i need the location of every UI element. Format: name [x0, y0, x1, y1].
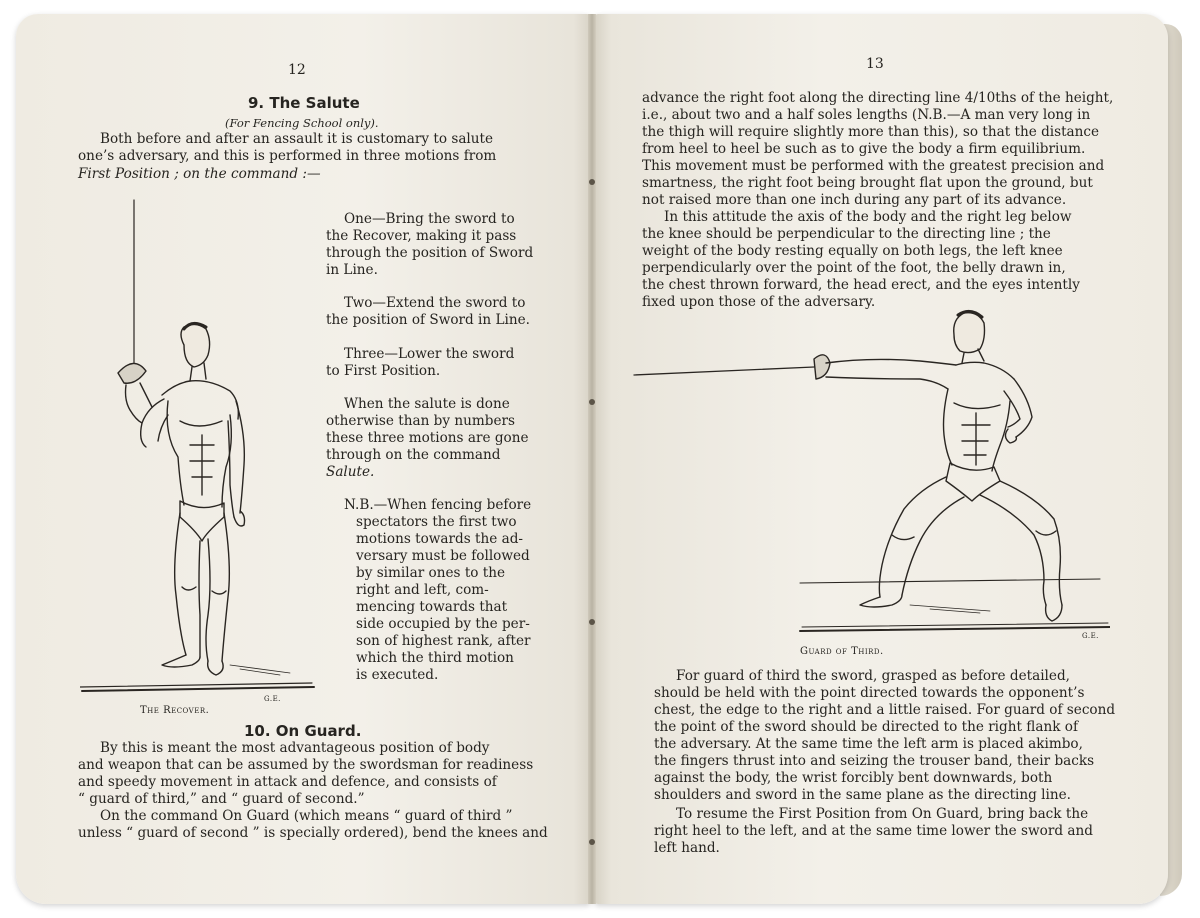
right-top-line: the thigh will require slightly more than this), so that the distance — [642, 124, 1100, 140]
nb-line: versary must be followed — [356, 548, 530, 564]
page-number-left: 12 — [288, 62, 306, 78]
artist-mark-right: G.E. — [1082, 632, 1099, 640]
nb-line: mencing towards that — [356, 599, 508, 615]
right-bottom-line: left hand. — [654, 840, 720, 856]
nb-line: side occupied by the per- — [356, 616, 530, 632]
right-top-line: fixed upon those of the adversary. — [642, 294, 876, 310]
salute-intro-line: First Position ; on the command :— — [78, 166, 321, 182]
right-top-line: weight of the body resting equally on both legs, the left knee — [642, 243, 1063, 259]
nb-line: spectators the first two — [356, 514, 517, 530]
right-top-line: smartness, the right foot being brought flat upon the ground, but — [642, 175, 1093, 191]
motion-line: through the position of Sword — [326, 245, 534, 261]
guard-line: and weapon that can be assumed by the swordsman for readiness — [78, 757, 534, 773]
right-top-line: not raised more than one inch during any part of its advance. — [642, 192, 1067, 208]
page-number-right: 13 — [866, 56, 884, 72]
nb-line: son of highest rank, after — [356, 633, 531, 649]
right-bottom-line: shoulders and sword in the same plane as the directing line. — [654, 787, 1071, 803]
right-bottom-line: the adversary. At the same time the left arm is placed akimbo, — [654, 736, 1083, 752]
guard-line: By this is meant the most advantageous position of body — [100, 740, 490, 756]
nb-line: right and left, com- — [356, 582, 489, 598]
binding-stitch — [589, 179, 595, 185]
motion-line: these three motions are gone — [326, 430, 529, 446]
right-bottom-line: To resume the First Position from On Guard, bring back the — [676, 806, 1089, 822]
salute-intro-line: Both before and after an assault it is customary to salute — [100, 131, 494, 147]
right-bottom-line: the point of the sword should be directed to the right flank of — [654, 719, 1078, 735]
right-top-line: This movement must be performed with the greatest precision and — [642, 158, 1105, 174]
figure-caption-recover: The Recover. — [140, 705, 210, 716]
heading-salute: 9. The Salute — [248, 94, 360, 112]
guard-line: unless “ guard of second ” is specially ordered), bend the knees and — [78, 825, 548, 841]
guard-line: and speedy movement in attack and defence, and consists of — [78, 774, 497, 790]
right-top-line: i.e., about two and a half soles lengths (N.B.—A man very long in — [642, 107, 1091, 123]
motion-line: to First Position. — [326, 363, 441, 379]
right-top-line: advance the right foot along the directing line 4/10ths of the height, — [642, 90, 1114, 106]
figure-caption-guard-of-third: Guard of Third. — [800, 646, 884, 657]
guard-line: On the command On Guard (which means “ guard of third ” — [100, 808, 513, 824]
motion-line: otherwise than by numbers — [326, 413, 515, 429]
book-spine — [588, 14, 596, 904]
motion-line: through on the command — [326, 447, 501, 463]
nb-line: N.B.—When fencing before — [344, 497, 532, 513]
salute-intro-line: one’s adversary, and this is performed in three motions from — [78, 148, 497, 164]
right-top-line: the knee should be perpendicular to the directing line ; the — [642, 226, 1051, 242]
right-bottom-line: the fingers thrust into and seizing the trouser band, their backs — [654, 753, 1095, 769]
right-top-line: perpendicularly over the point of the foot, the belly drawn in, — [642, 260, 1066, 276]
nb-line: by similar ones to the — [356, 565, 506, 581]
right-top-line: In this attitude the axis of the body and the right leg below — [664, 209, 1072, 225]
right-top-line: from heel to heel be such as to give the body a firm equilibrium. — [642, 141, 1086, 157]
right-bottom-line: should be held with the point directed towards the opponent’s — [654, 685, 1085, 701]
nb-line: motions towards the ad- — [356, 531, 523, 547]
subheading-salute: (For Fencing School only). — [225, 116, 379, 130]
binding-stitch — [589, 399, 595, 405]
binding-stitch — [589, 619, 595, 625]
motion-line: Two—Extend the sword to — [344, 295, 526, 311]
right-bottom-line: chest, the edge to the right and a little raised. For guard of second — [654, 702, 1116, 718]
right-bottom-line: For guard of third the sword, grasped as before detailed, — [676, 668, 1070, 684]
heading-on-guard: 10. On Guard. — [244, 722, 362, 740]
motion-line: the Recover, making it pass — [326, 228, 517, 244]
binding-stitch — [589, 839, 595, 845]
motion-line: Salute. — [326, 464, 375, 480]
motion-line: One—Bring the sword to — [344, 211, 515, 227]
motion-line: Three—Lower the sword — [344, 346, 515, 362]
guard-of-third-illustration — [630, 305, 1110, 635]
motion-line: the position of Sword in Line. — [326, 312, 530, 328]
artist-mark: G.E. — [264, 695, 281, 703]
motion-line: When the salute is done — [344, 396, 510, 412]
guard-line: “ guard of third,” and “ guard of second.” — [78, 791, 365, 807]
nb-line: is executed. — [356, 667, 439, 683]
right-top-line: the chest thrown forward, the head erect, and the eyes intently — [642, 277, 1080, 293]
motion-line: in Line. — [326, 262, 378, 278]
right-bottom-line: against the body, the wrist forcibly bent downwards, both — [654, 770, 1053, 786]
right-bottom-line: right heel to the left, and at the same time lower the sword and — [654, 823, 1093, 839]
recover-figure-illustration — [80, 195, 320, 700]
nb-line: which the third motion — [356, 650, 514, 666]
